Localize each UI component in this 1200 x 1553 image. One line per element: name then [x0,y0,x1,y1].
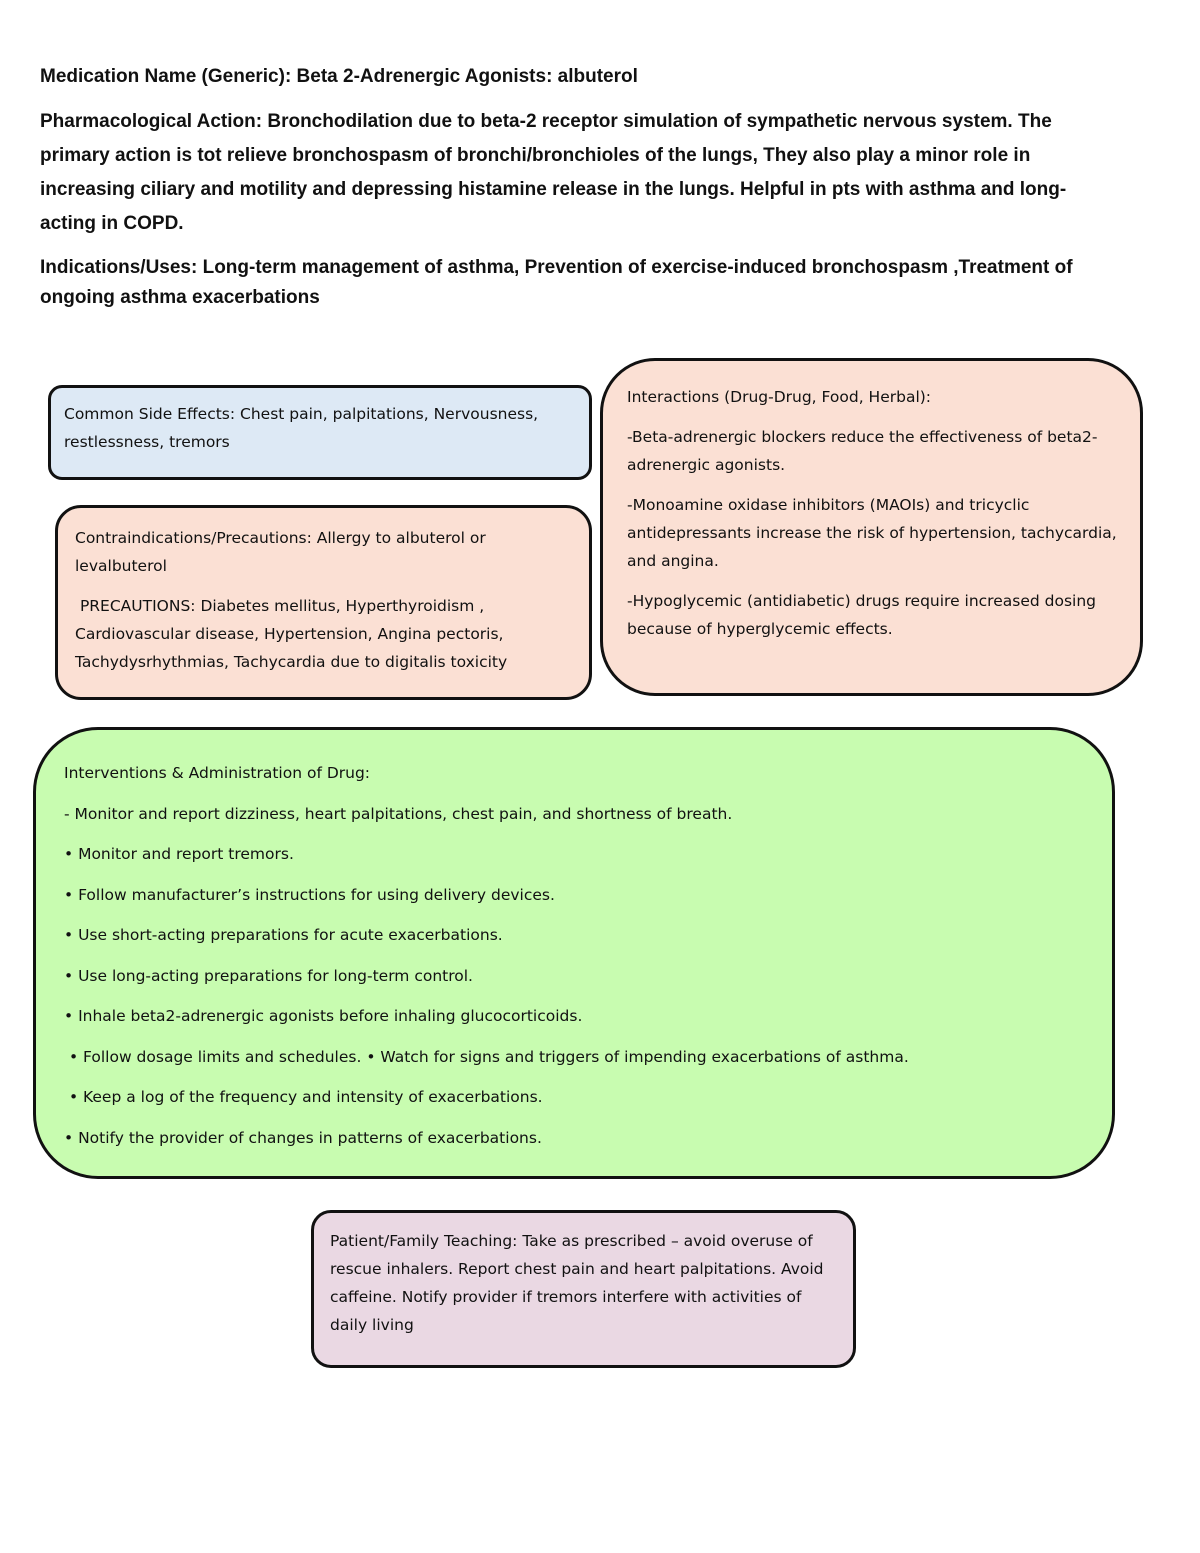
intervention-item: - Monitor and report dizziness, heart palpitations, chest pain, and shortness of breath. [64,804,733,823]
indications-uses: Indications/Uses: Long-term management of asthma, Prevention of exercise-induced bronchospasm ,Treatment of ongoing asthma exacerbations [40,257,1073,308]
precautions-text: PRECAUTIONS: Diabetes mellitus, Hyperthyroidism , Cardiovascular disease, Hypertension, Angina pectoris, Tachydysrhythmias, Tachycardia due to digitalis toxicity [75,597,509,671]
intervention-item: • Monitor and report tremors. [64,845,294,863]
contraindications-box [55,505,592,700]
intervention-item: • Keep a log of the frequency and intensity of exacerbations. [64,1088,543,1106]
medication-name: Medication Name (Generic): Beta 2-Adrenergic Agonists: albuterol [40,66,638,87]
interventions-title: Interventions & Administration of Drug: [64,764,371,782]
interaction-item: -Beta-adrenergic blockers reduce the effectiveness of beta2-adrenergic agonists. [627,428,1098,474]
side-effects-text: Common Side Effects: Chest pain, palpitations, Nervousness, restlessness, tremors [64,405,539,451]
interventions-box [33,727,1115,1179]
pharmacological-action: Pharmacological Action: Bronchodilation due to beta-2 receptor simulation of sympathetic nervous system. The primary action is tot relieve bronchospasm of bronchi/bronchioles of the lungs, They also play a minor role in increasing ciliary and motility and depressing histamine release in the lungs. Helpful in pts with asthma and long-acting in COPD. [40,111,1067,234]
contraindications-text: Contraindications/Precautions: Allergy to albuterol or levalbuterol [75,529,486,575]
interactions-box [600,358,1143,696]
intervention-item: • Use short-acting preparations for acute exacerbations. [64,926,503,944]
intervention-item: • Inhale beta2-adrenergic agonists before inhaling glucocorticoids. [64,1007,583,1025]
interaction-item: -Hypoglycemic (antidiabetic) drugs require increased dosing because of hyperglycemic effects. [627,592,1096,638]
intervention-item: • Follow dosage limits and schedules. • Watch for signs and triggers of impending exacerbations of asthma. [64,1047,909,1066]
intervention-item: • Follow manufacturer’s instructions for using delivery devices. [64,885,555,904]
teaching-text: Patient/Family Teaching: Take as prescribed – avoid overuse of rescue inhalers. Report chest pain and heart palpitations. Avoid caffeine. Notify provider if tremors interfere with activities of daily living [330,1232,824,1334]
interaction-item: -Monoamine oxidase inhibitors (MAOIs) and tricyclic antidepressants increase the risk of hypertension, tachycardia, and angina. [627,496,1117,570]
intervention-item: • Use long-acting preparations for long-term control. [64,966,473,985]
interactions-title: Interactions (Drug-Drug, Food, Herbal): [627,388,932,406]
teaching-box [311,1210,856,1368]
intervention-item: • Notify the provider of changes in patterns of exacerbations. [64,1128,542,1147]
side-effects-box [48,385,592,480]
